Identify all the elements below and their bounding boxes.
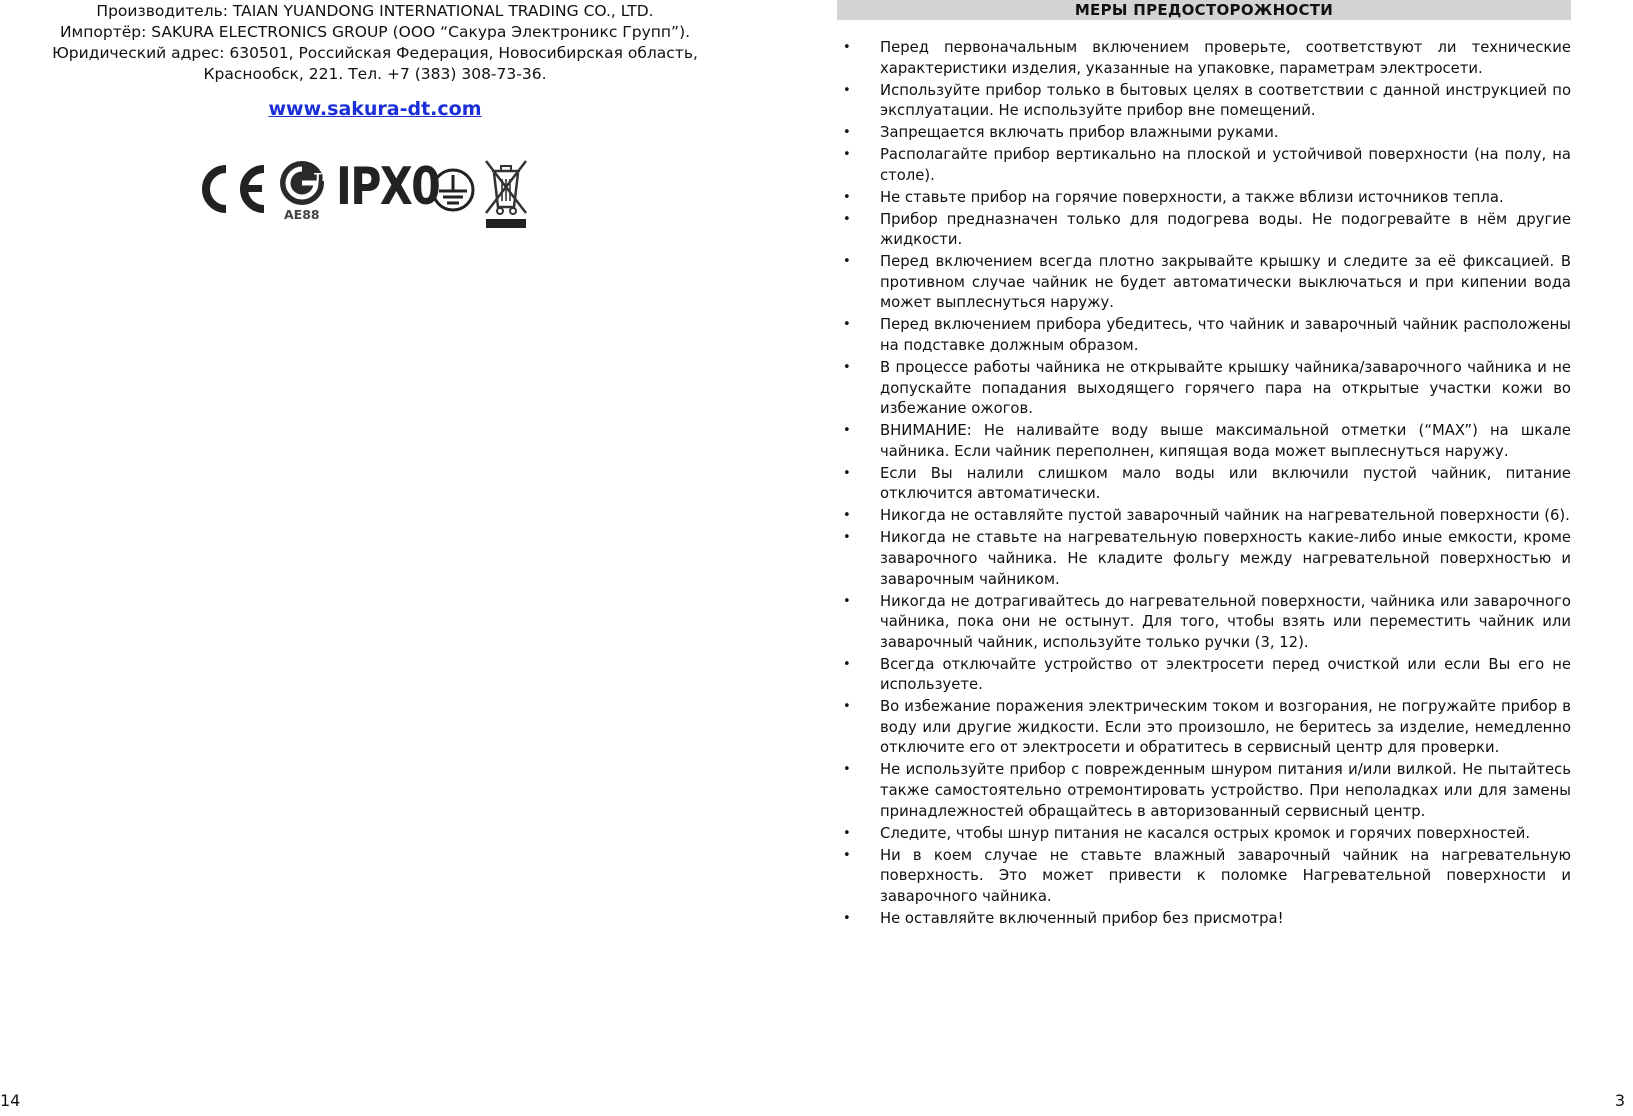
ipx-rating: IPX0 <box>336 157 440 217</box>
list-item-text: Запрещается включать прибор влажными руками. <box>880 124 1279 142</box>
list-item-text: Перед включением всегда плотно закрывайте крышку и следите за её фиксацией. В противном случае чайник не будет автоматически выключаться и при кипении вода может выплеснуться наружу. <box>880 253 1571 312</box>
list-item <box>837 909 1571 930</box>
list-item <box>837 358 1571 420</box>
list-item-text: Прибор предназначен только для подогрева воды. Не подогревайте в нём другие жидкости. <box>880 210 1571 249</box>
website-link[interactable]: www.sakura-dt.com <box>268 98 482 120</box>
bullet-marker: • <box>843 699 851 715</box>
list-item-text: Ни в коем случае не ставьте влажный заварочный чайник на нагревательную поверхность. Это может привести к поломке Нагревательной поверхности и заварочного чайника. <box>880 846 1571 905</box>
bullet-marker: • <box>843 530 851 546</box>
bullet-marker: • <box>843 360 851 376</box>
bullet-marker: • <box>843 254 851 270</box>
bullet-marker: • <box>843 508 851 524</box>
list-item-text: Располагайте прибор вертикально на плоской и устойчивой поверхности (на полу, на столе). <box>880 146 1571 184</box>
list-item-text: ВНИМАНИЕ: Не наливайте воду выше максимальной отметки (“MAX”) на шкале чайника. Если чайник переполнен, кипящая вода может выплеснуться наружу. <box>880 422 1571 460</box>
list-item <box>837 145 1571 186</box>
bullet-marker: • <box>843 656 851 672</box>
bullet-marker: • <box>843 593 851 609</box>
list-item <box>837 592 1571 654</box>
list-item-text: Никогда не ставьте на нагревательную поверхность какие-либо иные емкости, кроме заварочного чайника. Не кладите фольгу между нагревательной поверхностью и заварочным чайником. <box>880 529 1571 588</box>
bullet-marker: • <box>843 211 851 227</box>
list-item <box>837 464 1571 505</box>
section-title: МЕРЫ ПРЕДОСТОРОЖНОСТИ <box>837 0 1571 20</box>
list-item-text: В процессе работы чайника не открывайте крышку чайника/заварочного чайника и не допускайте попадания выходящего горячего пара на открытые участки кожи во избежание ожогов. <box>880 359 1571 418</box>
protective-earth-icon <box>430 167 476 213</box>
bullet-marker: • <box>843 125 851 141</box>
manufacturer-line: Производитель: TAIAN YUANDONG INTERNATIONAL TRADING CO., LTD. <box>96 2 654 20</box>
bullet-marker: • <box>843 762 851 778</box>
left-page <box>0 0 816 1116</box>
list-item <box>837 697 1571 759</box>
legal-address-line: Юридический адрес: 630501, Российская Федерация, Новосибирская область, <box>52 44 698 62</box>
list-item <box>837 123 1571 144</box>
bullet-marker: • <box>843 40 851 55</box>
website <box>40 97 710 121</box>
list-item-text: Если Вы налили слишком мало воды или включили пустой чайник, питание отключится автоматически. <box>880 464 1571 503</box>
list-item <box>837 210 1571 251</box>
importer-line: Импортёр: SAKURA ELECTRONICS GROUP (ООО “Сакура Электроникс Групп”). <box>59 23 691 41</box>
list-item-text: Никогда не оставляйте пустой заварочный чайник на нагревательной поверхности (6). <box>880 507 1570 525</box>
list-item-text: Используйте прибор только в бытовых целях в соответствии с данной инструкцией по эксплуатации. Не используйте прибор вне помещений. <box>880 81 1571 120</box>
certification-marks <box>196 155 556 240</box>
bullet-marker: • <box>843 910 851 926</box>
bullet-marker: • <box>843 147 851 163</box>
list-item <box>837 655 1571 696</box>
list-item <box>837 506 1571 527</box>
svg-text:TP: TP <box>314 171 330 184</box>
list-item-text: Не оставляйте включенный прибор без присмотра! <box>880 909 1284 927</box>
list-item <box>837 38 1571 79</box>
bullet-marker: • <box>843 82 851 98</box>
bullet-marker: • <box>843 825 851 841</box>
list-item <box>837 824 1571 845</box>
list-item-text: Не ставьте прибор на горячие поверхности, а также вблизи источников тепла. <box>880 188 1504 206</box>
page-number-left: 14 <box>0 1091 21 1110</box>
list-item-text: Перед первоначальным включением проверьте, соответствуют ли технические характеристики изделия, указанные на упаковке, параметрам электросети. <box>880 39 1571 77</box>
bullet-marker: • <box>843 189 851 205</box>
weee-bin-icon <box>482 157 530 229</box>
list-item <box>837 760 1571 822</box>
list-item <box>837 846 1571 908</box>
right-page <box>816 0 1633 1116</box>
manufacturer-info <box>40 1 710 85</box>
eac-tp-mark-icon <box>276 159 332 207</box>
list-item <box>837 528 1571 590</box>
list-item-text: Никогда не дотрагивайтесь до нагревательной поверхности, чайника или заварочного чайника, пока они не остынут. Для того, чтобы взять или переместить чайник или заварочный чайник, используйте только ручки (3, 12). <box>880 592 1571 651</box>
list-item-text: Всегда отключайте устройство от электросети перед очисткой или если Вы его не используете. <box>880 655 1571 694</box>
bullet-marker: • <box>843 465 851 481</box>
list-item-text: Перед включением прибора убедитесь, что чайник и заварочный чайник расположены на подставке должным образом. <box>880 316 1571 355</box>
address-phone-line: Краснообск, 221. Тел. +7 (383) 308-73-36. <box>203 65 547 83</box>
list-item-text: Следите, чтобы шнур питания не касался острых кромок и горячих поверхностей. <box>880 824 1531 842</box>
bullet-marker: • <box>843 423 851 439</box>
list-item <box>837 252 1571 314</box>
list-item <box>837 188 1571 209</box>
list-item <box>837 81 1571 122</box>
bullet-marker: • <box>843 317 851 333</box>
eac-code: AE88 <box>284 207 320 222</box>
precautions-list <box>837 38 1571 931</box>
page-number-right: 3 <box>1614 1091 1625 1110</box>
ce-mark-icon <box>196 163 270 215</box>
list-item-text: Во избежание поражения электрическим током и возгорания, не погружайте прибор в воду или другие жидкости. Если это произошло, не беритесь за изделие, немедленно отключите его от электросети и обратитесь в сервисный центр для проверки. <box>880 698 1571 757</box>
bullet-marker: • <box>843 847 851 863</box>
list-item <box>837 315 1571 356</box>
list-item <box>837 421 1571 462</box>
list-item-text: Не используйте прибор с поврежденным шнуром питания и/или вилкой. Не пытайтесь также самостоятельно отремонтировать устройство. При неполадках или для замены принадлежностей обращайтесь в авторизованный сервисный центр. <box>880 761 1571 820</box>
